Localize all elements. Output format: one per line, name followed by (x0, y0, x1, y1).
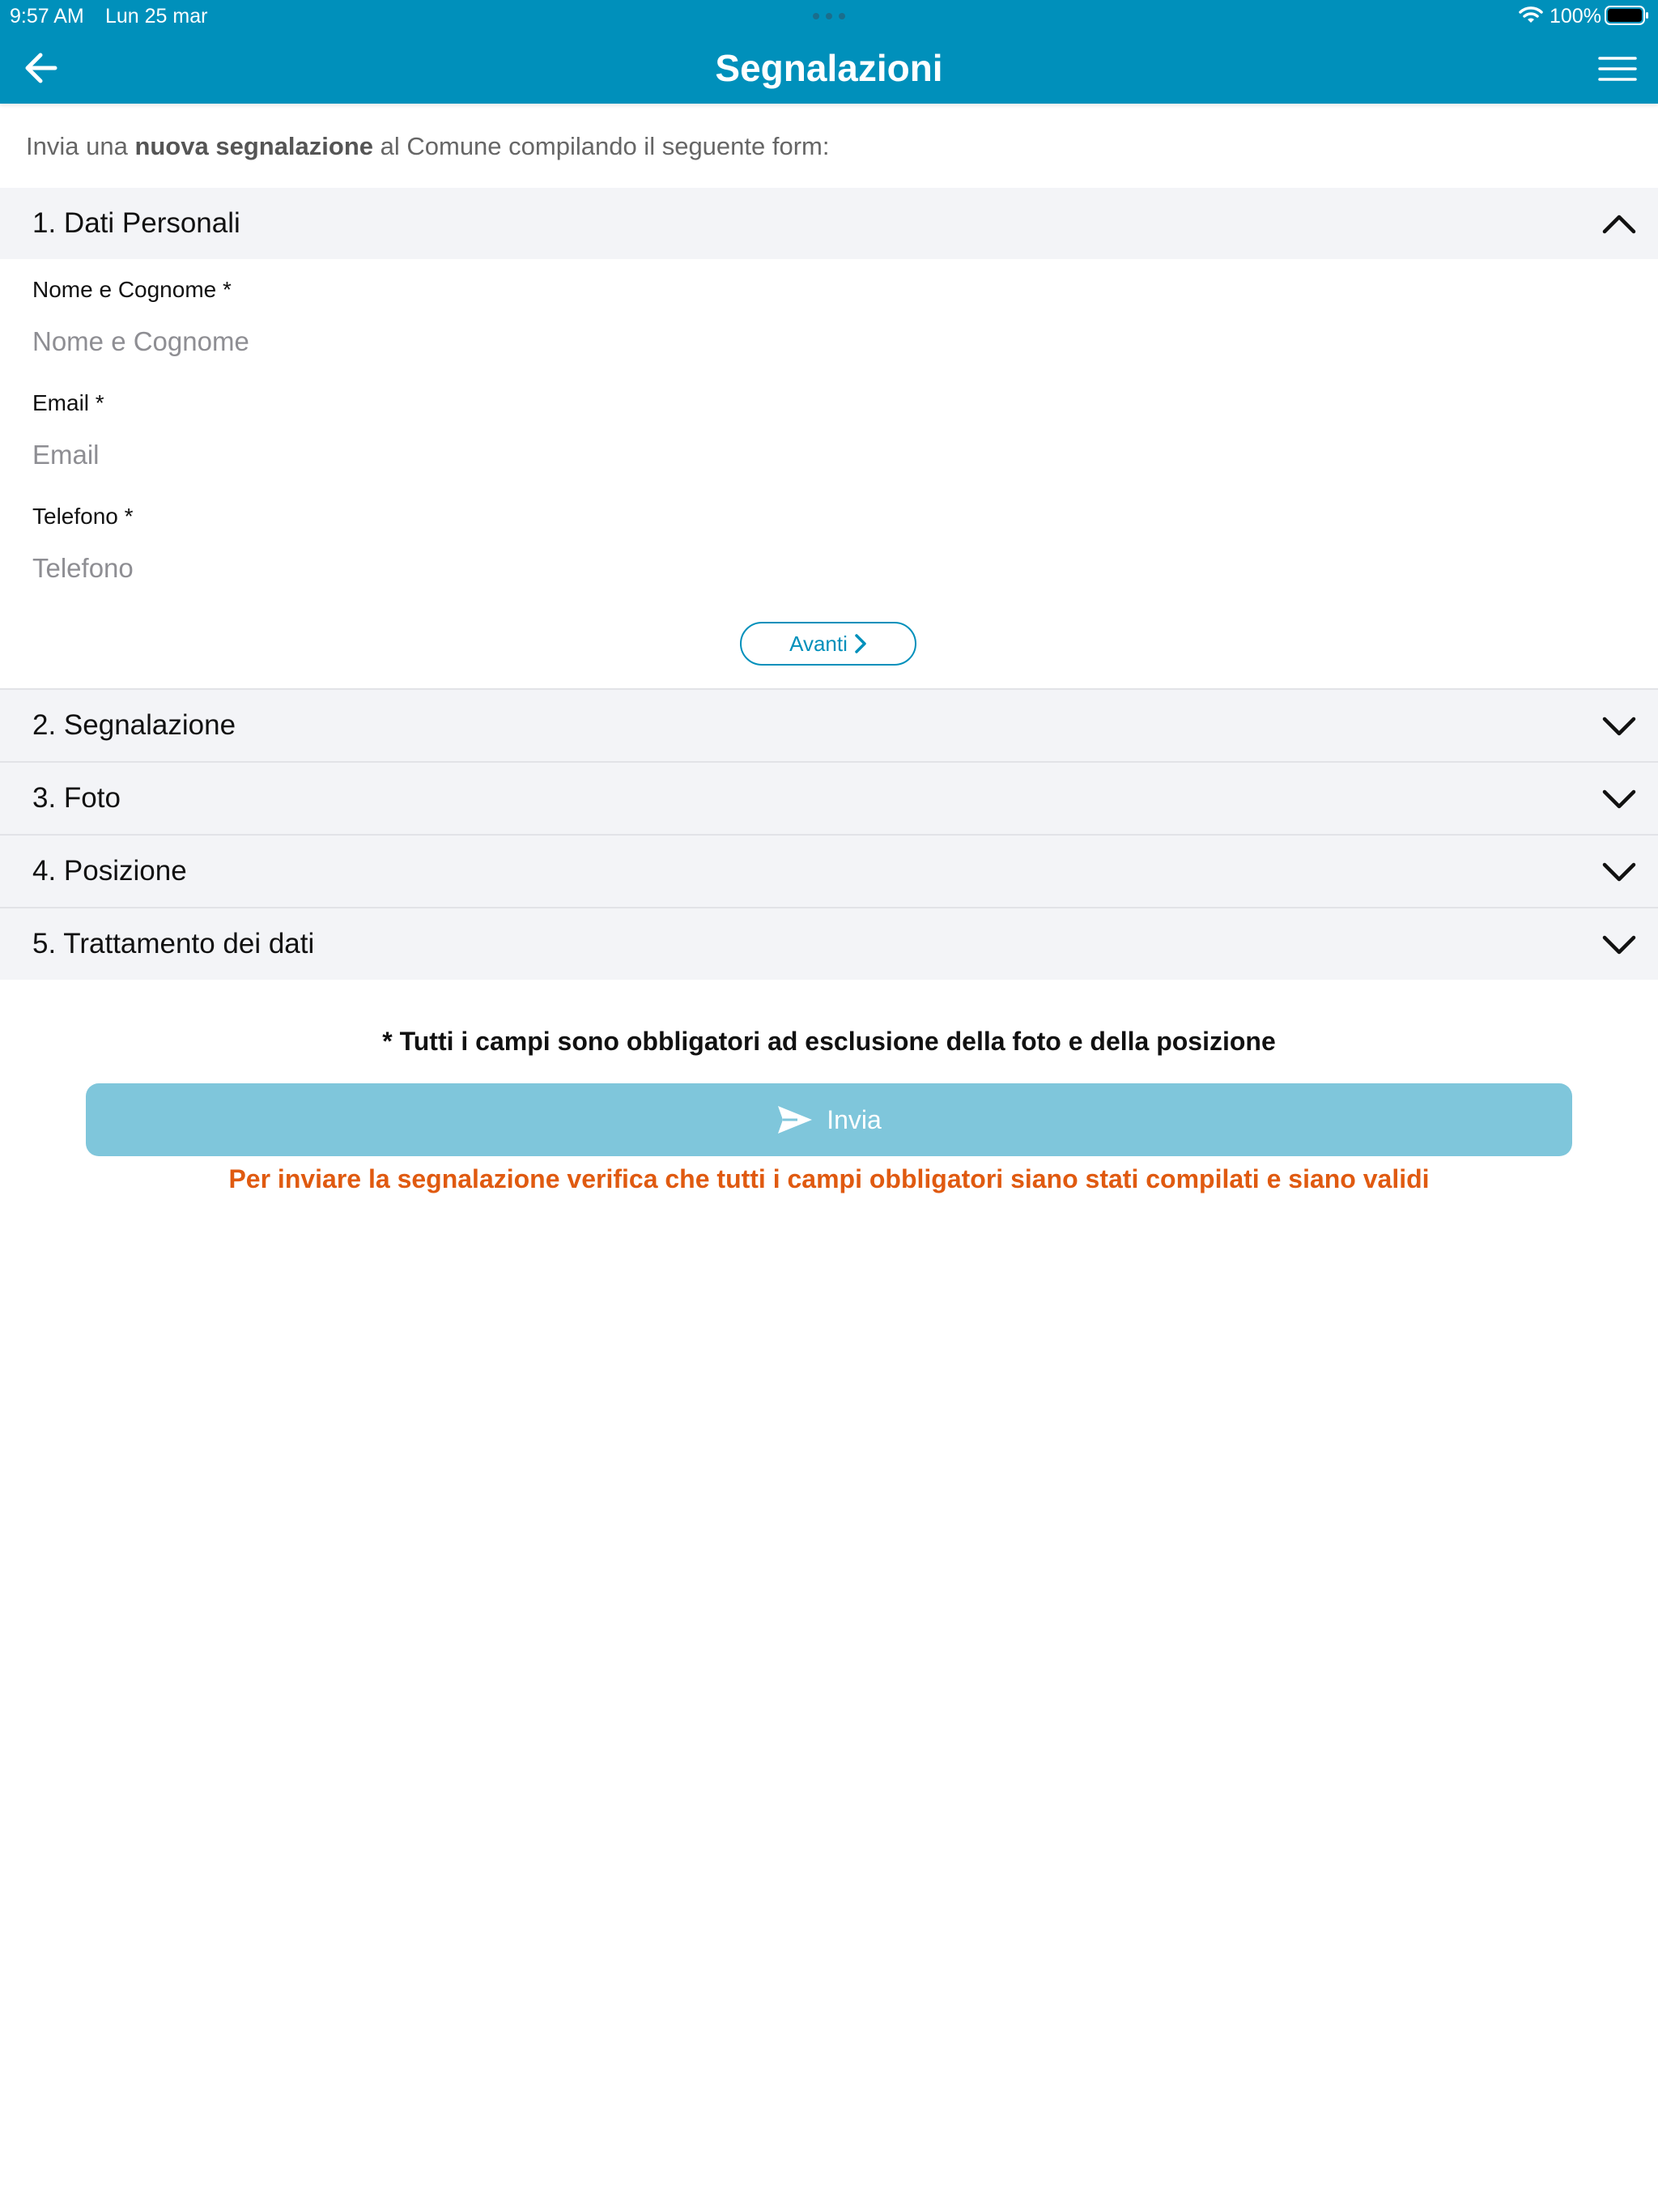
menu-button[interactable] (1593, 50, 1642, 87)
section-header-posizione[interactable] (0, 836, 1658, 907)
hamburger-menu-icon (1598, 56, 1637, 82)
section-title: 3. Foto (32, 782, 121, 814)
next-button-label: Avanti (789, 631, 848, 656)
status-date: Lun 25 mar (105, 5, 208, 28)
send-button-label: Invia (827, 1104, 882, 1134)
intro-text-bold: nuova segnalazione (134, 132, 374, 160)
required-fields-note: * Tutti i campi sono obbligatori ad esclusione della foto e della posizione (382, 1027, 1276, 1056)
wifi-icon (1519, 5, 1543, 24)
chevron-down-icon (1601, 858, 1637, 884)
multitasking-dots-icon[interactable] (811, 12, 847, 20)
paper-plane-icon (776, 1104, 814, 1136)
status-time: 9:57 AM (10, 5, 84, 28)
chevron-down-icon (1601, 931, 1637, 957)
section-header-dati-personali[interactable] (0, 188, 1658, 259)
battery-percentage: 100% (1550, 5, 1601, 28)
section-title: 5. Trattamento dei dati (32, 928, 315, 959)
next-button[interactable] (740, 622, 916, 666)
validation-message: Per inviare la segnalazione verifica che tutti i campi obbligatori siano stati compilati e siano validi (228, 1164, 1430, 1193)
intro-text-after: al Comune compilando il seguente form: (373, 132, 830, 160)
name-input[interactable] (32, 321, 1619, 363)
send-button[interactable] (86, 1083, 1572, 1156)
intro-text-before: Invia una (26, 132, 135, 160)
email-input[interactable] (32, 434, 1619, 476)
phone-label: Telefono * (32, 504, 134, 529)
section-header-trattamento-dati[interactable] (0, 908, 1658, 980)
section-title: 2. Segnalazione (32, 709, 236, 741)
chevron-up-icon (1601, 211, 1637, 236)
section-header-segnalazione[interactable] (0, 690, 1658, 761)
chevron-right-icon (854, 633, 867, 654)
battery-icon (1605, 6, 1650, 25)
name-label: Nome e Cognome * (32, 277, 232, 302)
chevron-down-icon (1601, 713, 1637, 738)
page-title: Segnalazioni (715, 47, 943, 89)
intro-text (26, 128, 829, 165)
chevron-down-icon (1601, 785, 1637, 811)
section-title: 1. Dati Personali (32, 207, 240, 239)
email-label: Email * (32, 390, 104, 415)
phone-input[interactable] (32, 547, 1619, 589)
section-header-foto[interactable] (0, 763, 1658, 834)
section-title: 4. Posizione (32, 855, 187, 887)
top-bar (0, 0, 1658, 104)
